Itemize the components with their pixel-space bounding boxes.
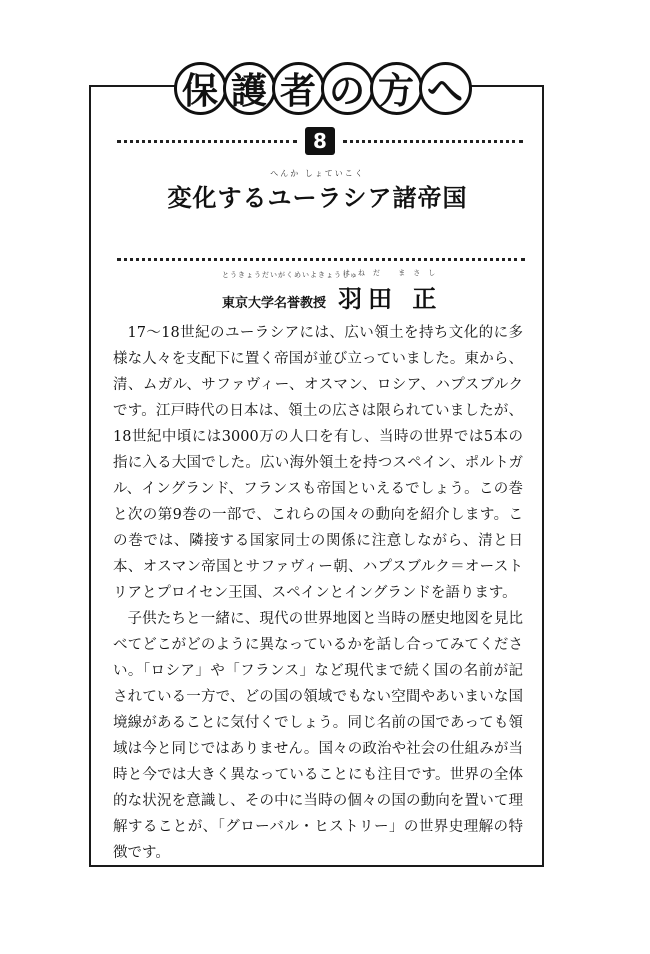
banner-char: 方 <box>370 62 423 115</box>
banner-char: 保 <box>174 62 227 115</box>
divider-left <box>117 140 297 143</box>
banner-char: の <box>321 62 374 115</box>
section-banner <box>160 58 485 118</box>
divider-title <box>117 258 525 261</box>
author-name-ruby: はねだ まさし <box>343 269 444 277</box>
article-title: 変化するユーラシア諸帝国 <box>167 183 468 212</box>
author-line <box>222 279 442 314</box>
author-name: 羽田 正 <box>338 285 443 313</box>
banner-char: 者 <box>272 62 325 115</box>
divider-right <box>343 140 523 143</box>
section-number-badge: 8 <box>305 127 335 155</box>
banner-char: 護 <box>223 62 276 115</box>
author-affiliation: 東京大学名誉教授 <box>222 296 327 311</box>
title-ruby: へんか しょていこく <box>270 169 365 178</box>
paragraph: 子供たちと一緒に、現代の世界地図と当時の歴史地図を見比べてどこがどのように異なっているかを話し合ってみてください。「ロシア」や「フランス」など現代まで続く国の名前が記されている一方で、どの国の領域でもない空間やあいまいな国境線があることに気付くでしょう。同じ名前の国であっても領域は今と同じではありません。国々の政治や社会の仕組みが当時と今では大きく異なっていることにも注目です。世界の全体的な状況を意識し、その中に当時の個々の国の動向を置いて理解することが、「グローバル・ヒストリー」の世界史理解の特徴です。 <box>113 611 523 861</box>
affiliation-ruby: とうきょうだいがくめいよきょうじゅ <box>222 271 358 279</box>
article-body <box>113 320 523 866</box>
banner-char: へ <box>419 62 472 115</box>
paragraph: 17〜18世紀のユーラシアには、広い領土を持ち文化的に多様な人々を支配下に置く帝国が並び立っていました。東から、清、ムガル、サファヴィー、オスマン、ロシア、ハプスブルクです。江戸時代の日本は、領土の広さは限られていましたが、18世紀中頃には3000万の人口を有し、当時の世界では5本の指に入る大国でした。広い海外領土を持つスペイン、ポルトガル、イングランド、フランスも帝国といえるでしょう。この巻と次の第9巻の一部で、これらの国々の動向を紹介します。この巻では、隣接する国家同士の関係に注意しながら、清と日本、オスマン帝国とサファヴィー朝、ハプスブルク＝オーストリアとプロイセン王国、スペインとイングランドを語ります。 <box>113 325 523 601</box>
